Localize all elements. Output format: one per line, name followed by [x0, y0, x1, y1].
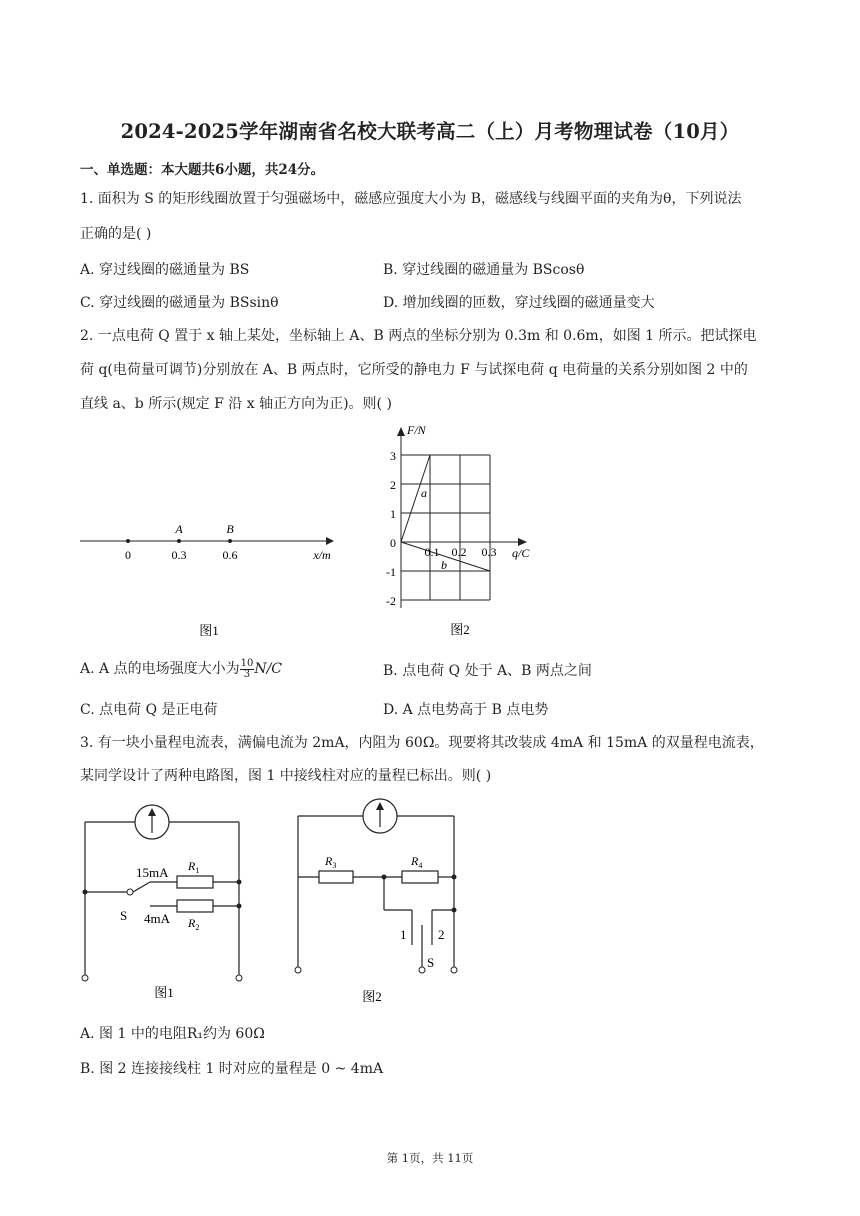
terminal-1-label: 1: [400, 927, 407, 942]
figure2-caption: 图2: [450, 622, 470, 637]
r3-letter: R: [325, 854, 333, 868]
q-tick: 0.1: [424, 545, 440, 559]
page-footer: 第 1页，共 11页: [386, 1151, 474, 1165]
line-a-label: a: [421, 486, 427, 500]
q2-figure2: [360, 420, 550, 645]
q2-option-a-unit: N/C: [254, 661, 282, 677]
tick-label: 0: [125, 548, 131, 562]
r3-subscript: 3: [332, 861, 337, 870]
tick-label: 0.6: [222, 548, 238, 562]
f-tick: -2: [386, 594, 396, 608]
figure1-caption: 图1: [199, 623, 219, 638]
junction-dot: [237, 880, 242, 885]
q1-stem-line1: 1. 面积为 S 的矩形线圈放置于匀强磁场中，磁感应强度大小为 B，磁感线与线圈平面的夹角为θ，下列说法: [80, 191, 742, 207]
q3-circuit2: [285, 795, 475, 1010]
resistor-r2: [177, 900, 213, 912]
terminal-2-label: 2: [438, 927, 445, 942]
circuit2-wires: [298, 816, 454, 967]
r4-label: [410, 854, 422, 870]
r1-letter: R: [188, 859, 196, 873]
f-tick: -1: [386, 565, 396, 579]
point-a-label: A: [175, 522, 183, 536]
q3-option-b: B. 图 2 连接接线柱 1 时对应的量程是 0 ~ 4mA: [80, 1061, 384, 1077]
q2-stem-line2: 荷 q(电荷量可调节)分别放在 A、B 两点时，它所受的静电力 F 与试探电荷 q 电荷量的关系分别如图 2 中的: [80, 362, 748, 378]
q2-stem-line3: 直线 a、b 所示(规定 F 沿 x 轴正方向为正)。则( ): [80, 396, 392, 412]
terminal: [82, 975, 88, 981]
fraction: [240, 659, 255, 680]
f-axis-arrow: [397, 427, 405, 436]
tick-label: 0.3: [171, 548, 187, 562]
r2-letter: R: [188, 916, 196, 930]
q-tick: 0.2: [451, 545, 467, 559]
section-heading: 一、单选题：本大题共6小题，共24分。: [80, 162, 325, 178]
junction-dot: [452, 875, 457, 880]
fraction-denominator: 3: [243, 668, 251, 680]
junction-dot: [452, 908, 457, 913]
range-4ma-label: 4mA: [144, 911, 170, 926]
point-a: [177, 539, 181, 543]
range-15ma-label: 15mA: [136, 865, 169, 880]
x-axis-arrow: [326, 537, 334, 545]
q3-circuit1: [70, 800, 255, 1005]
terminal: [236, 975, 242, 981]
switch-label: S: [120, 908, 128, 923]
fraction-numerator: 10: [240, 657, 254, 669]
r3-label: [324, 854, 336, 870]
circuit1-caption: 图1: [154, 985, 174, 1000]
q2-option-a: [80, 658, 282, 680]
f-axis-label: F/N: [407, 423, 426, 437]
point-b: [228, 539, 232, 543]
line-b-label: b: [441, 558, 447, 572]
terminal: [451, 967, 457, 973]
junction-dot: [83, 890, 88, 895]
r4-letter: R: [411, 854, 419, 868]
page-title: 2024-2025学年湖南省名校大联考高二（上）月考物理试卷（10月）: [120, 120, 740, 143]
r1-label: [187, 859, 199, 875]
q-tick: 0.3: [481, 545, 497, 559]
q1-option-d: D. 增加线圈的匝数，穿过线圈的磁通量变大: [383, 295, 655, 311]
r2-label: [187, 916, 199, 932]
q2-option-a-text: A. A 点的电场强度大小为: [80, 661, 240, 677]
q2-figure1: [76, 515, 346, 645]
f-tick: 3: [390, 449, 396, 463]
x-axis-label: x/m: [313, 548, 331, 562]
point-b-label: B: [226, 522, 234, 536]
junction-dot: [382, 875, 387, 880]
circuit1-wires: [85, 822, 239, 975]
f-tick: 2: [390, 478, 396, 492]
q2-option-d: D. A 点电势高于 B 点电势: [383, 702, 549, 718]
q1-option-a: A. 穿过线圈的磁通量为 BS: [80, 262, 250, 278]
graph-grid: [401, 455, 490, 600]
r4-subscript: 4: [418, 861, 423, 870]
switch-pivot: [127, 889, 133, 895]
switch-label: S: [427, 955, 435, 970]
r2-subscript: 2: [195, 923, 200, 932]
q-axis-arrow: [518, 538, 527, 546]
q3-stem-line2: 某同学设计了两种电路图，图 1 中接线柱对应的量程已标出。则( ): [80, 768, 492, 784]
q3-stem-line1: 3. 有一块小量程电流表，满偏电流为 2mA，内阻为 60Ω。现要将其改装成 4mA 和 15mA 的双量程电流表，: [80, 735, 764, 751]
r1-subscript: 1: [195, 866, 200, 875]
q1-stem-line2: 正确的是( ): [80, 226, 152, 242]
junction-dot: [237, 904, 242, 909]
q2-stem-line1: 2. 一点电荷 Q 置于 x 轴上某处，坐标轴上 A、B 两点的坐标分别为 0.3m 和 0.6m，如图 1 所示。把试探电: [80, 328, 757, 344]
terminal: [419, 967, 425, 973]
resistor-r4: [402, 871, 438, 883]
terminal: [295, 967, 301, 973]
f-tick: 0: [390, 536, 396, 550]
q-axis-label: q/C: [512, 546, 530, 560]
f-tick: 1: [390, 507, 396, 521]
q1-option-c: C. 穿过线圈的磁通量为 BSsinθ: [80, 295, 279, 311]
resistor-r3: [319, 871, 353, 883]
resistor-r1: [177, 876, 213, 888]
q1-option-b: B. 穿过线圈的磁通量为 BScosθ: [383, 262, 585, 278]
origin-point: [126, 539, 130, 543]
q2-option-b: B. 点电荷 Q 处于 A、B 两点之间: [383, 663, 592, 679]
circuit2-caption: 图2: [362, 989, 382, 1004]
q3-option-a: A. 图 1 中的电阻R₁约为 60Ω: [80, 1026, 265, 1042]
q2-option-c: C. 点电荷 Q 是正电荷: [80, 702, 218, 718]
